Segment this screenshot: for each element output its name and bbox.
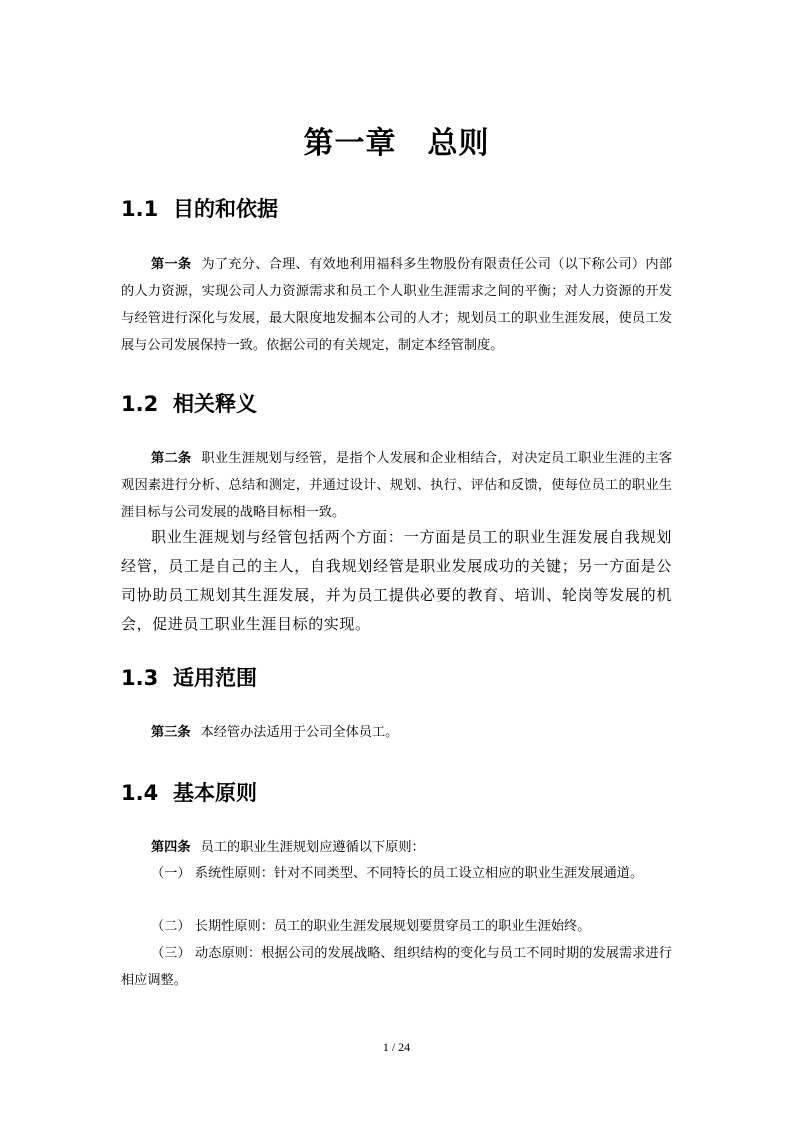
principle-text: （二） 长期性原则：员工的职业生涯发展规划要贯穿员工的职业生涯始终。 [151,919,591,934]
article-label: 第四条 [151,840,191,855]
section-title: 相关释义 [173,392,257,416]
section-heading-1-2 [121,388,257,418]
article-4-paragraph [121,834,672,861]
article-3-paragraph [121,719,672,746]
article-text: 员工的职业生涯规划应遵循以下原则： [200,840,425,855]
section-title: 目的和依据 [173,197,278,221]
section-title: 基本原则 [173,781,257,805]
section-heading-1-3 [121,662,257,692]
article-label: 第一条 [151,257,192,272]
principle-text: （三） 动态原则：根据公司的发展战略、组织结构的变化与员工不同时期的发展需求进行相应调整。 [121,946,672,988]
section-number: 1.3 [121,666,159,690]
section-number: 1.1 [121,197,159,221]
section-heading-1-4 [121,777,257,807]
section-title: 适用范围 [173,666,257,690]
chapter-title: 第一章 总则 [303,126,490,161]
paragraph-text: 职业生涯规划与经管包括两个方面：一方面是员工的职业生涯发展自我规划经管，员工是自己的主人，自我规划经管是职业发展成功的关键；另一方面是公司协助员工规划其生涯发展，并为员工提供必要的教育、培训、轮岗等发展的机会，促进员工职业生涯目标的实现。 [121,528,672,633]
article-1-paragraph [121,251,672,359]
section-number: 1.2 [121,392,159,416]
principle-item-1 [121,860,672,887]
article-text: 职业生涯规划与经管，是指个人发展和企业相结合，对决定员工职业生涯的主客观因素进行分析、总结和测定，并通过设计、规划、执行、评估和反馈，使每位员工的职业生涯目标与公司发展的战略目标相一致。 [121,451,673,520]
article-label: 第二条 [151,451,192,466]
principle-item-3 [121,940,672,994]
article-text: 为了充分、合理、有效地利用福科多生物股份有限责任公司（以下称公司）内部的人力资源，实现公司人力资源需求和员工个人职业生涯需求之间的平衡；对人力资源的开发与经管进行深化与发展，最大限度地发掘本公司的人才；规划员工的职业生涯发展，使员工发展与公司发展保持一致。依据公司的有关规定，制定本经管制度。 [121,257,673,353]
page-number: 1 / 24 [382,1040,411,1054]
principle-item-2 [121,913,672,940]
article-text: 本经管办法适用于公司全体员工。 [200,725,399,740]
article-label: 第三条 [151,725,191,740]
article-2-paragraph [121,445,672,526]
section-heading-1-1 [121,193,278,223]
principle-text: （一） 系统性原则：针对不同类型、不同特长的员工设立相应的职业生涯发展通道。 [151,866,644,881]
article-2-continuation [121,523,672,639]
section-number: 1.4 [121,781,159,805]
